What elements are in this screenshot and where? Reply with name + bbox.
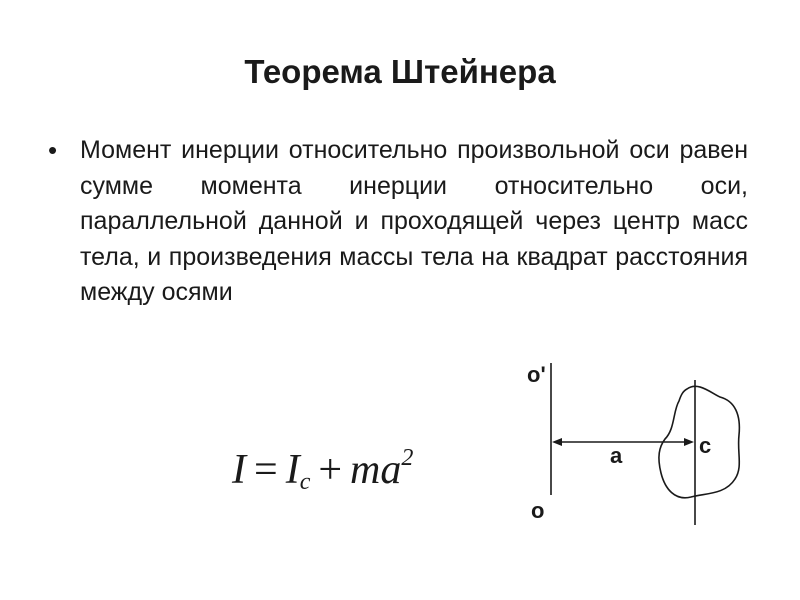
steiner-formula (232, 428, 452, 495)
arrow-right-head-icon (684, 438, 694, 446)
axis-top-label: o' (527, 362, 546, 387)
bullet-item (48, 133, 748, 311)
steiner-diagram (515, 355, 755, 530)
slide-title: Теорема Штейнера (244, 53, 556, 90)
formula-term1-subscript: c (299, 469, 311, 495)
arrow-left-head-icon (552, 438, 562, 446)
formula-term2: ma (350, 447, 402, 493)
center-mass-label: c (699, 433, 712, 458)
formula-term2-superscript: 2 (401, 445, 414, 471)
formula-equals: = (254, 447, 278, 493)
bullet-icon: • (48, 135, 58, 165)
formula-lhs: I (232, 447, 246, 493)
formula-plus: + (318, 447, 343, 493)
distance-label: a (610, 443, 623, 468)
axis-bottom-label: o (531, 498, 545, 523)
bullet-text: Момент инерции относительно произвольной оси равен сумме момента инерции относительно оси, параллельной данной и проходящей через центр масс тела, и произведения массы тела на квадрат расстояния между осями (80, 136, 748, 307)
formula-term1: I (285, 447, 300, 493)
